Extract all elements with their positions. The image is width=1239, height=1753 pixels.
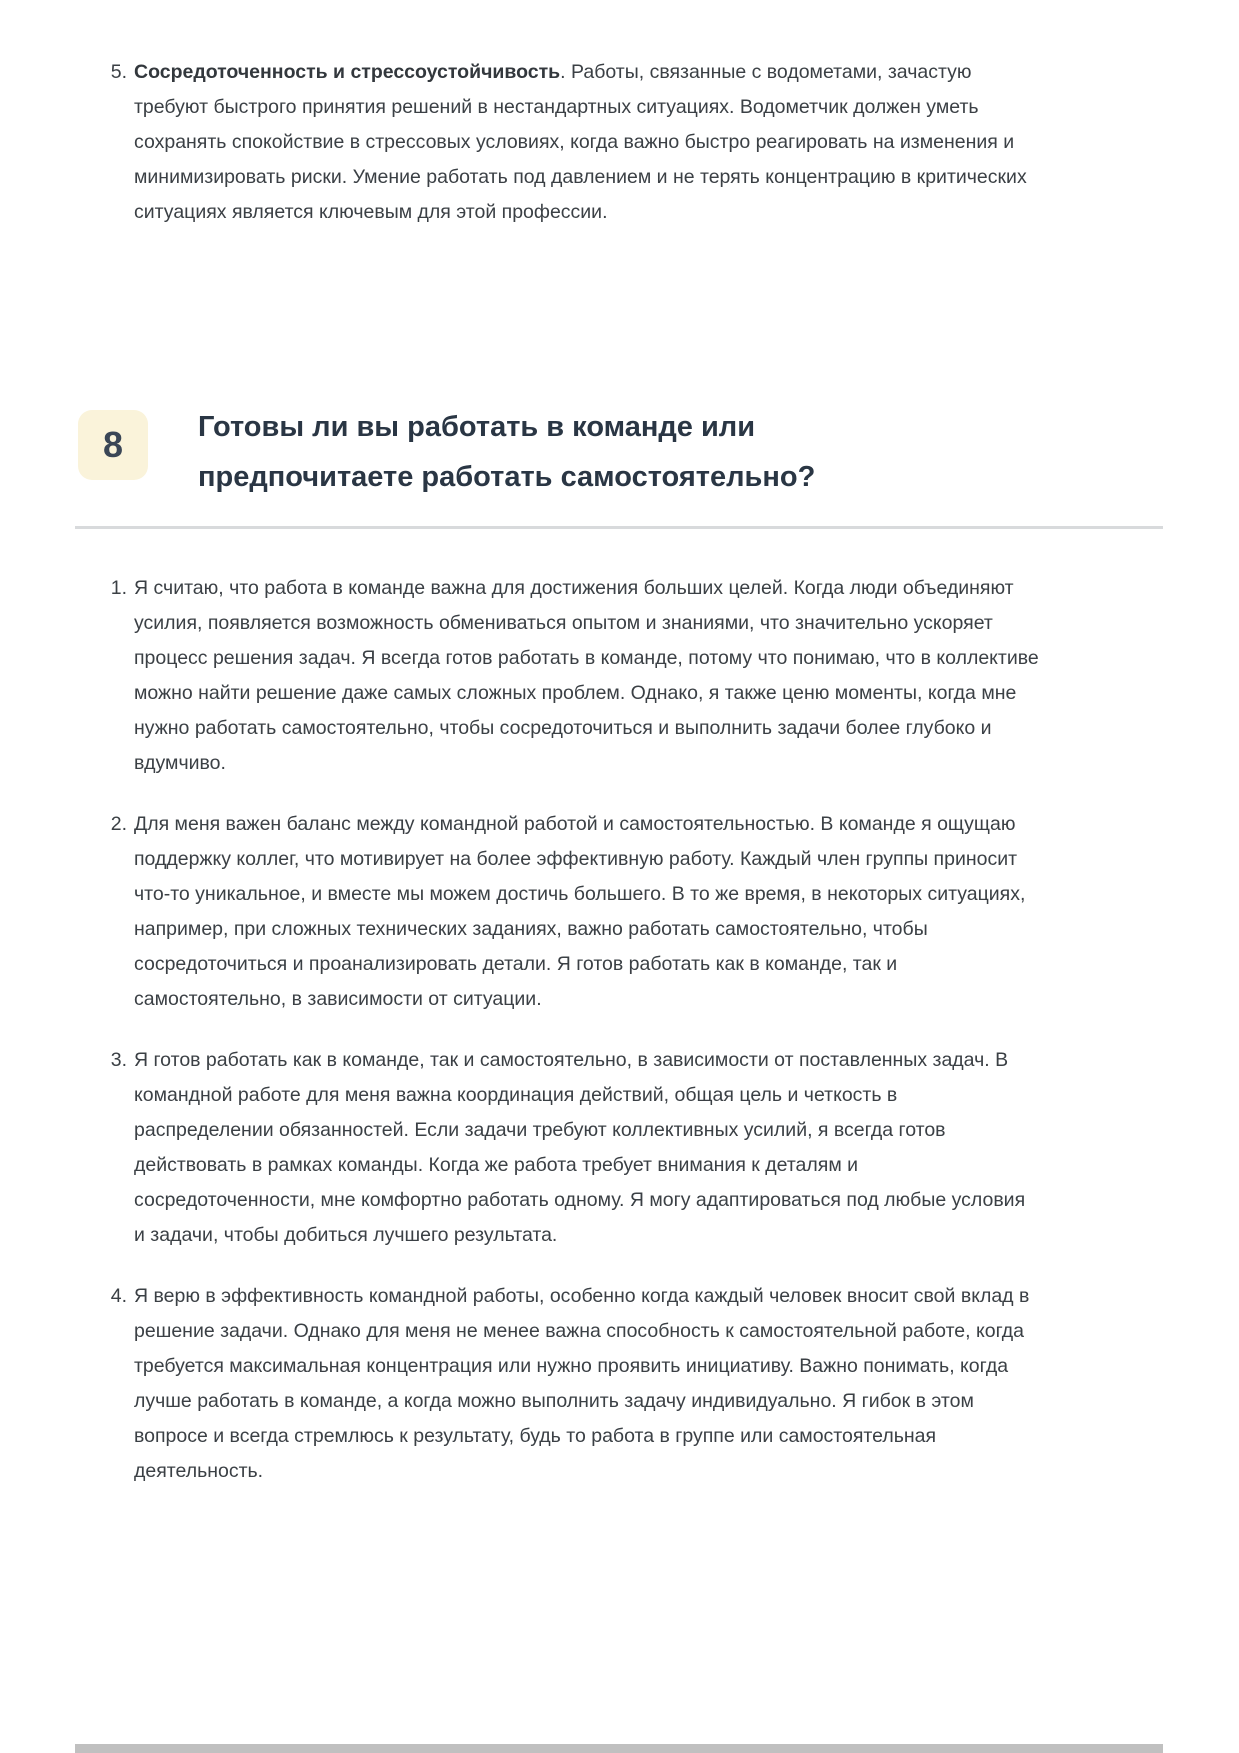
list-number: 2. — [110, 813, 127, 835]
answer-text: Я готов работать как в команде, так и самостоятельно, в зависимости от поставленных задач. В командной работе для меня важна координация действий, общая цель и четкость в распределении обязанностей. Если задачи требуют коллективных усилий, я всегда готов действовать в рамках команды. Когда же работа требует внимания к деталям и сосредоточенности, мне комфортно работать одному. Я могу адаптироваться под любые условия и задачи, чтобы добиться лучшего результата. — [134, 1049, 1026, 1246]
list-rest-text: . Работы, связанные с водометами, зачастую требуют быстрого принятия решений в нестандартных ситуациях. Водометчик должен уметь сохранять спокойствие в стрессовых условиях, когда важно быстро реагировать на изменения и минимизировать риски. Умение работать под давлением и не терять концентрацию в критических ситуациях является ключевым для этой профессии. — [134, 61, 1027, 223]
question-number-badge: 8 — [78, 410, 148, 480]
question-title: Готовы ли вы работать в команде или предпочитаете работать самостоятельно? — [198, 411, 816, 493]
list-number: 5. — [110, 61, 127, 83]
answer-text: Я верю в эффективность командной работы, особенно когда каждый человек вносит свой вклад в решение задачи. Однако для меня не менее важна способность к самостоятельной работе, когда требуется максимальная концентрация или нужно проявить инициативу. Важно понимать, когда лучше работать в команде, а когда можно выполнить задачу индивидуально. Я гибок в этом вопросе и всегда стремлюсь к результату, будь то работа в группе или самостоятельная деятельность. — [134, 1285, 1030, 1482]
answer-item — [75, 807, 1163, 1017]
question-header — [75, 402, 1163, 502]
list-number: 1. — [110, 577, 127, 599]
answers-list — [75, 571, 1163, 1489]
list-text — [134, 55, 1039, 230]
answer-item — [75, 1043, 1163, 1253]
bottom-divider — [75, 1744, 1163, 1753]
list-number: 4. — [110, 1285, 127, 1307]
list-lead-bold: Сосредоточенность и стрессоустойчивость — [134, 61, 561, 83]
answer-text: Для меня важен баланс между командной работой и самостоятельностью. В команде я ощущаю поддержку коллег, что мотивирует на более эффективную работу. Каждый член группы приносит что-то уникальное, и вместе мы можем достичь большего. В то же время, в некоторых ситуациях, например, при сложных технических заданиях, важно работать самостоятельно, чтобы сосредоточиться и проанализировать детали. Я готов работать как в команде, так и самостоятельно, в зависимости от ситуации. — [134, 813, 1026, 1010]
section-divider — [75, 526, 1163, 529]
answer-item — [75, 571, 1163, 781]
list-item-5 — [75, 55, 1163, 230]
list-number: 3. — [110, 1049, 127, 1071]
answer-item — [75, 1279, 1163, 1489]
answer-text: Я считаю, что работа в команде важна для достижения больших целей. Когда люди объединяют усилия, появляется возможность обмениваться опытом и знаниями, что значительно ускоряет процесс решения задач. Я всегда готов работать в команде, потому что понимаю, что в коллективе можно найти решение даже самых сложных проблем. Однако, я также ценю моменты, когда мне нужно работать самостоятельно, чтобы сосредоточиться и выполнить задачи более глубоко и вдумчиво. — [134, 577, 1039, 774]
